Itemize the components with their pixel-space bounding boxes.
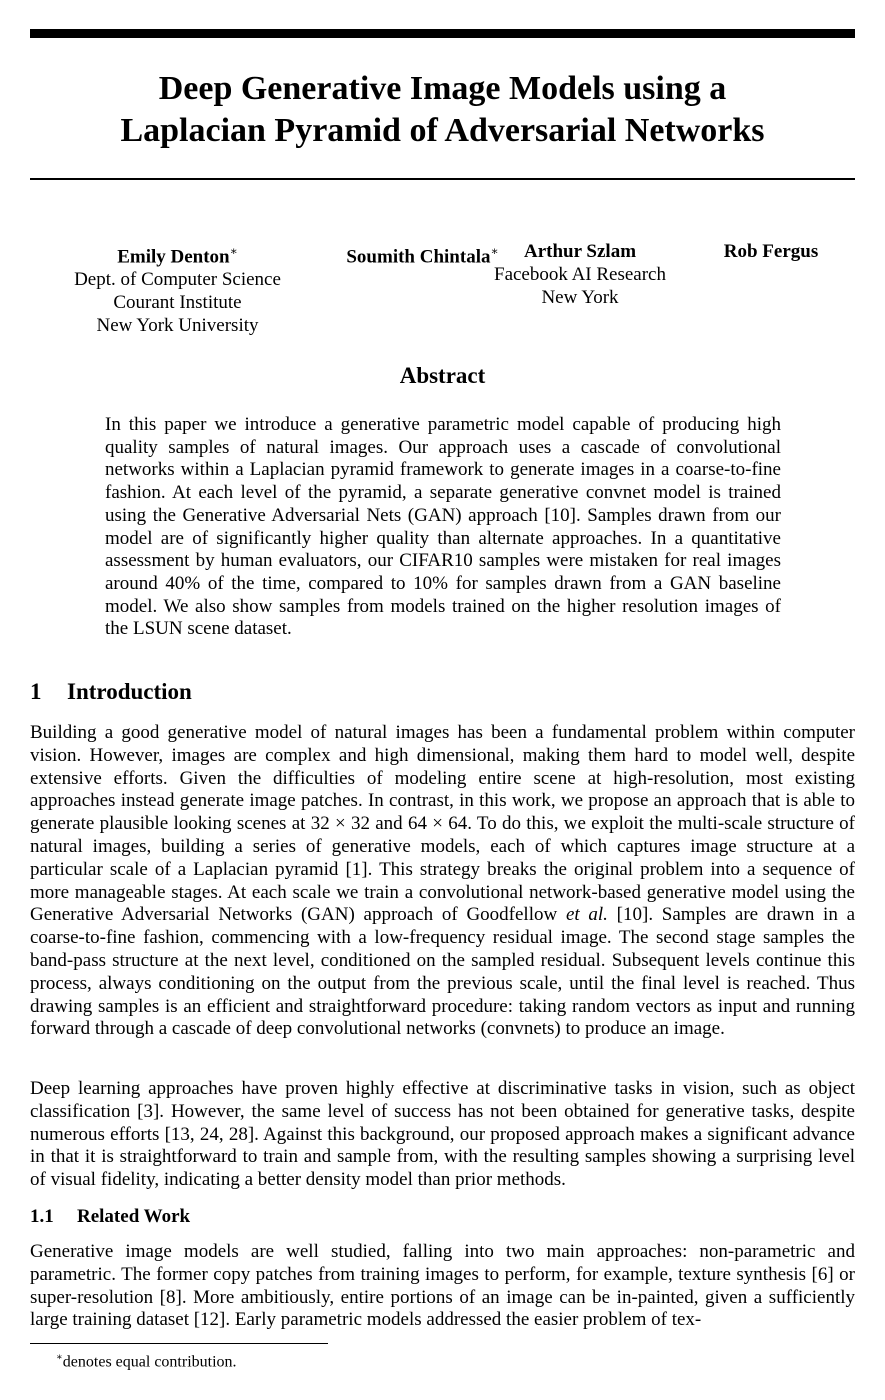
subsection-number: 1.1: [30, 1206, 54, 1227]
footnote-text: denotes equal contribution.: [62, 1353, 237, 1371]
author-block-denton: [30, 240, 325, 337]
subsection-heading-related-work: [30, 1205, 190, 1229]
equal-contribution-mark: ∗: [229, 244, 238, 258]
footnote: [56, 1348, 237, 1372]
author-name-denton: Emily Denton∗: [117, 244, 238, 268]
author-affiliation: New York: [541, 287, 619, 308]
footnote-rule: [30, 1343, 328, 1344]
intro-paragraph-1: [30, 722, 855, 1041]
intro-paragraph-2: Deep learning approaches have proven highly effective at discriminative tasks in vision, such as object classification [3]. However, the same level of success has not been obtained for generative tasks, despite numerous efforts [13, 24, 28]. Against this background, our proposed approach makes a significant advance in that it is straightforward to train and sample from, with the resulting samples showing a surprising level of visual fidelity, indicating a better density model than prior methods.: [30, 1078, 855, 1191]
author-block-szlam: [470, 240, 690, 309]
top-rule: [30, 29, 855, 38]
author-name-szlam: Arthur Szlam: [523, 241, 637, 262]
title-line-1: Deep Generative Image Models using a: [158, 70, 727, 107]
author-affiliation: New York University: [96, 315, 259, 337]
paper-title: [30, 68, 855, 152]
citation-emphasis: et al.: [565, 904, 608, 926]
author-affiliation: Courant Institute: [113, 292, 242, 314]
author-name-fergus: Rob Fergus: [723, 241, 819, 262]
title-bottom-rule: [30, 178, 855, 180]
author-block-fergus: [712, 240, 830, 263]
section-title: Introduction: [67, 679, 192, 704]
title-line-2: Laplacian Pyramid of Adversarial Networks: [120, 112, 765, 149]
subsection-title: Related Work: [77, 1206, 191, 1227]
author-affiliation: Facebook AI Research: [494, 264, 666, 285]
footnote-mark: ∗: [56, 1352, 63, 1363]
author-affiliation: Dept. of Computer Science: [74, 269, 281, 291]
abstract-heading: Abstract: [399, 363, 486, 388]
equal-contribution-mark: ∗: [490, 244, 499, 258]
section-number: 1: [30, 679, 42, 704]
paragraph-text: Building a good generative model of natural images has been a fundamental problem within computer vision. However, images are complex and high dimensional, making them hard to model well, despite extensive efforts. Given the difficulties of modeling entire scene at high-resolution, most existing approaches instead generate image patches. In contrast, in this work, we propose an approach that is able to generate plausible looking scenes at 32 × 32 and 64 × 64. To do this, we exploit the multi-scale structure of natural images, building a series of generative models, each of which captures image structure at a particular scale of a Laplacian pyramid [1]. This strategy breaks the original problem into a sequence of more manageable stages. At each scale we train a convolutional network-based generative model using the Generative Adversarial Networks (GAN) approach of Goodfellow: [30, 722, 855, 926]
section-heading-introduction: [30, 678, 192, 706]
related-work-paragraph: Generative image models are well studied, falling into two main approaches: non-parametric and parametric. The former copy patches from training images to perform, for example, texture synthesis [6] or super-resolution [8]. More ambitiously, entire portions of an image can be in-painted, given a sufficiently large training dataset [12]. Early parametric models addressed the easier problem of tex-: [30, 1241, 855, 1331]
paragraph-text: [10]. Samples are drawn in a coarse-to-fine fashion, commencing with a low-frequency residual image. The second stage samples the band-pass structure at the next level, conditioned on the sampled residual. Subsequent levels continue this process, always conditioning on the output from the previous scale, until the final level is reached. Thus drawing samples is an efficient and straightforward procedure: taking random vectors as input and running forward through a cascade of deep convolutional networks (convnets) to produce an image.: [30, 904, 855, 1040]
abstract-text: In this paper we introduce a generative parametric model capable of producing high quality samples of natural images. Our approach uses a cascade of convolutional networks within a Laplacian pyramid framework to generate images in a coarse-to-fine fashion. At each level of the pyramid, a separate generative convnet model is trained using the Generative Adversarial Nets (GAN) approach [10]. Samples drawn from our model are of significantly higher quality than alternate approaches. In a quantitative assessment by human evaluators, our CIFAR10 samples were mistaken for real images around 40% of the time, compared to 10% for samples drawn from a GAN baseline model. We also show samples from models trained on the higher resolution images of the LSUN scene dataset.: [105, 414, 781, 640]
author-name-chintala: Soumith Chintala∗: [346, 244, 499, 268]
